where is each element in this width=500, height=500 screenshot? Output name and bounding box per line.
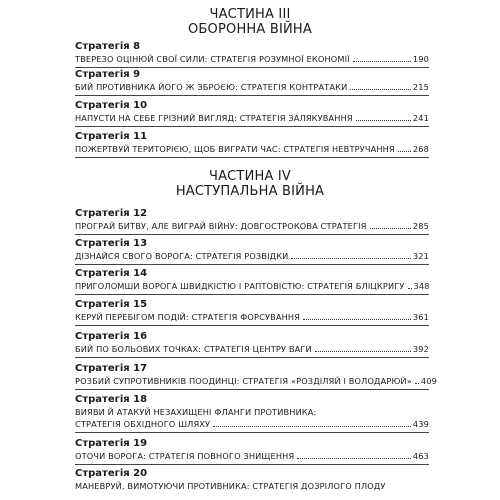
toc-entry-page: 409: [420, 376, 437, 386]
toc-entry-heading: Стратегія 18: [75, 394, 148, 405]
toc-entry-page: 439: [412, 419, 429, 429]
toc-entry-heading: Стратегія 17: [75, 363, 148, 374]
toc-entry: [75, 298, 429, 323]
toc-entry: [75, 40, 429, 65]
toc-entry-heading: Стратегія 9: [75, 69, 141, 80]
toc-entry-page: 241: [412, 113, 429, 123]
toc-entry-page: 321: [412, 251, 429, 261]
entry-divider: [75, 464, 429, 465]
dot-leader: [353, 61, 411, 62]
dot-leader: [291, 258, 410, 259]
toc-entry-page: 215: [412, 82, 429, 92]
entry-divider: [75, 157, 429, 158]
toc-entry-title: РОЗБИЙ СУПРОТИВНИКІВ ПООДИНЦІ: СТРАТЕГІЯ «РОЗДІЛЯЙ І ВОЛОДАРЮЙ»: [75, 376, 412, 386]
toc-entry: [75, 437, 429, 462]
toc-entry: [75, 362, 437, 387]
toc-entry-title-line: ВИЯВИ Й АТАКУЙ НЕЗАХИЩЕНІ ФЛАНГИ ПРОТИВНИКА:: [75, 407, 317, 417]
entry-divider: [75, 264, 429, 265]
toc-entry-title: ПРОГРАЙ БИТВУ, АЛЕ ВИГРАЙ ВІЙНУ: ДОВГОСТРОКОВА СТРАТЕГІЯ: [75, 221, 367, 231]
dot-leader: [350, 89, 411, 90]
dot-leader: [213, 426, 411, 427]
entry-divider: [75, 357, 429, 358]
dot-leader: [315, 351, 411, 352]
toc-entry-title: НАПУСТИ НА СЕБЕ ГРІЗНИЙ ВИГЛЯД: СТРАТЕГІЯ ЗАЛЯКУВАННЯ: [75, 113, 353, 123]
toc-entry: [75, 267, 429, 292]
dot-leader: [303, 319, 411, 320]
entry-divider: [75, 389, 429, 390]
toc-entry-title: КЕРУЙ ПЕРЕБІГОМ ПОДІЙ: СТРАТЕГІЯ ФОРСУВАННЯ: [75, 312, 301, 322]
toc-entry: [75, 207, 429, 232]
toc-entry-title: ПРИГОЛОМШИ ВОРОГА ШВИДКІСТЮ І РАПТОВІСТЮ: СТРАТЕГІЯ БЛІЦКРИГУ: [75, 281, 405, 291]
dot-leader: [356, 120, 411, 121]
entry-divider: [75, 126, 429, 127]
dot-leader: [408, 288, 412, 289]
toc-entry-title: БИЙ ПО БОЛЬОВИХ ТОЧКАХ: СТРАТЕГІЯ ЦЕНТРУ ВАГИ: [75, 344, 312, 354]
toc-entry-heading: Стратегія 10: [75, 100, 148, 111]
toc-entry-page: 190: [412, 54, 429, 64]
toc-entry-heading: Стратегія 12: [75, 208, 148, 219]
toc-entry-title: ТВЕРЕЗО ОЦІНЮЙ СВОЇ СИЛИ: СТРАТЕГІЯ РОЗУМНОЇ ЕКОНОМІЇ: [75, 54, 350, 64]
entry-divider: [75, 234, 429, 235]
entry-divider: [75, 432, 429, 433]
part-3-label: ЧАСТИНА III: [209, 7, 291, 22]
toc-entry: [75, 237, 429, 262]
toc-entry: [75, 393, 429, 430]
toc-entry-heading: Стратегія 16: [75, 331, 148, 342]
toc-entry-title: ДІЗНАЙСЯ СВОГО ВОРОГА: СТРАТЕГІЯ РОЗВІДКИ: [75, 251, 289, 261]
toc-entry-heading: Стратегія 11: [75, 131, 148, 142]
toc-entry: [75, 68, 429, 93]
toc-entry-heading: Стратегія 13: [75, 238, 148, 249]
part-4-label: ЧАСТИНА IV: [208, 169, 292, 184]
toc-entry-title: БИЙ ПРОТИВНИКА ЙОГО Ж ЗБРОЄЮ: СТРАТЕГІЯ КОНТРАТАКИ: [75, 82, 348, 92]
toc-entry-page: 463: [412, 451, 429, 461]
toc-entry-heading: Стратегія 19: [75, 438, 148, 449]
dot-leader: [415, 383, 419, 384]
toc-entry-title: МАНЕВРУЙ, ВИМОТУЮЧИ ПРОТИВНИКА: СТРАТЕГІЯ ДОЗРІЛОГО ПЛОДУ: [75, 481, 386, 491]
toc-entry-heading: Стратегія 20: [75, 468, 148, 479]
toc-entry-heading: Стратегія 15: [75, 299, 148, 310]
dot-leader: [398, 151, 411, 152]
toc-entry: [75, 330, 429, 355]
toc-entry-page: 361: [412, 312, 429, 322]
toc-entry-heading: Стратегія 8: [75, 41, 141, 52]
toc-entry: [75, 99, 429, 124]
toc-entry-page: 285: [412, 221, 429, 231]
entry-divider: [75, 294, 429, 295]
dot-leader: [297, 458, 411, 459]
entry-divider: [75, 325, 429, 326]
toc-entry-title: ОТОЧИ ВОРОГА: СТРАТЕГІЯ ПОВНОГО ЗНИЩЕННЯ: [75, 451, 295, 461]
toc-entry-page: 392: [412, 344, 429, 354]
dot-leader: [370, 228, 411, 229]
toc-entry-page: 348: [413, 281, 430, 291]
toc-entry-heading: Стратегія 14: [75, 268, 148, 279]
part-3-subtitle: ОБОРОННА ВІЙНА: [188, 22, 312, 37]
toc-entry-title: ПОЖЕРТВУЙ ТЕРИТОРІЄЮ, ЩОБ ВИГРАТИ ЧАС: СТРАТЕГІЯ НЕВТРУЧАННЯ: [75, 144, 395, 154]
toc-entry-title: СТРАТЕГІЯ ОБХІДНОГО ШЛЯХУ: [75, 419, 211, 429]
toc-entry: [75, 130, 429, 155]
entry-divider: [75, 95, 429, 96]
toc-entry: [75, 467, 429, 492]
part-4-subtitle: НАСТУПАЛЬНА ВІЙНА: [175, 184, 325, 199]
toc-entry-page: 268: [412, 144, 429, 154]
